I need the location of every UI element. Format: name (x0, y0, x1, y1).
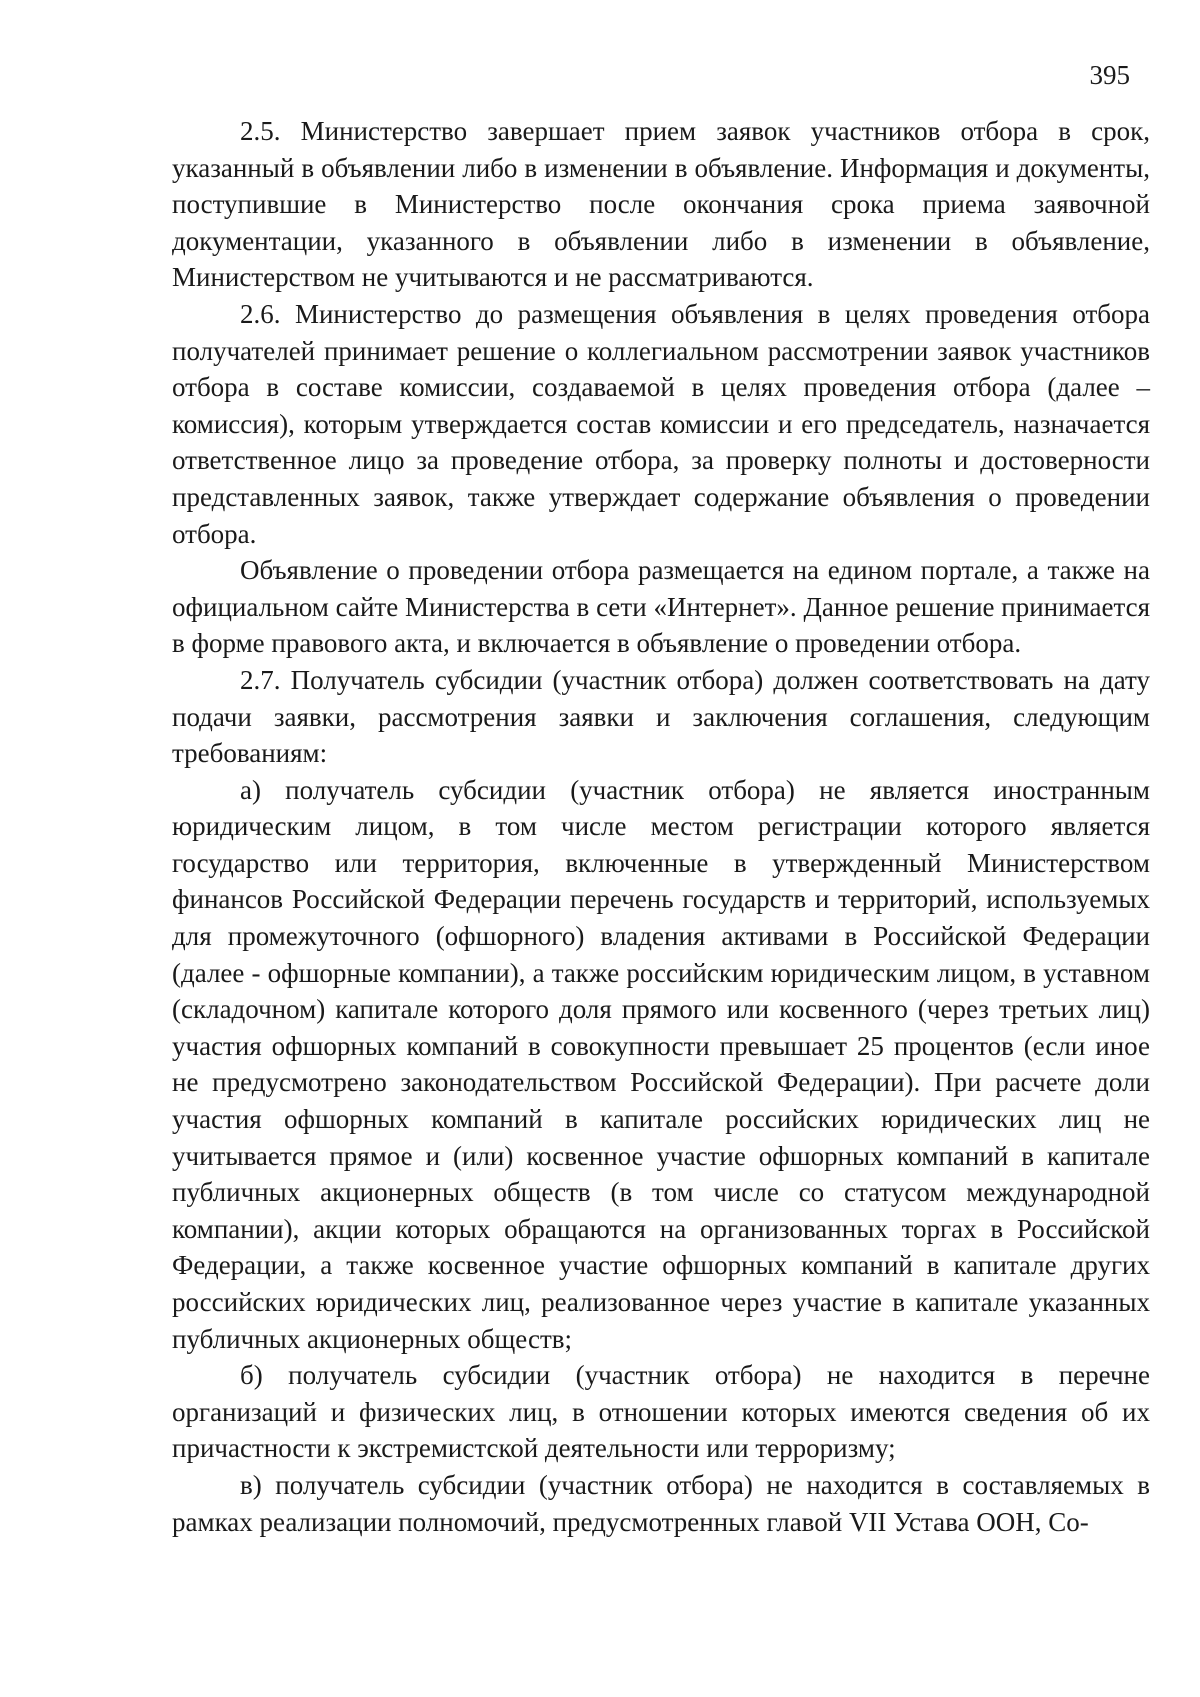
page-number: 395 (1089, 60, 1130, 90)
paragraph-2-6: 2.6. Министерство до размещения объявления в целях проведения отбора получателей принимает решение о коллегиальном рассмотрении заявок участников отбора в составе комиссии, создаваемой в целях проведения отбора (далее – комиссия), которым утверждается состав комиссии и его председатель, назначается ответственное лицо за проведение отбора, за проверку полноты и достоверности представленных заявок, также утверждает содержание объявления о проведении отбора. (172, 298, 1150, 549)
document-body (172, 113, 1150, 1540)
paragraph-announcement: Объявление о проведении отбора размещается на едином портале, а также на официальном сайте Министерства в сети «Интернет». Данное решение принимается в форме правового акта, и включается в объявление о проведении отбора. (172, 555, 1150, 659)
paragraph-2-5: 2.5. Министерство завершает прием заявок участников отбора в срок, указанный в объявлении либо в изменении в объявление. Информация и документы, поступившие в Министерство после окончания срока приема заявочной документации, указанного в объявлении либо в изменении в объявление, Министерством не учитываются и не рассматриваются. (172, 116, 1150, 293)
paragraph-item-b: б) получатель субсидии (участник отбора) не находится в перечне организаций и физических лиц, в отношении которых имеются сведения об их причастности к экстремистской деятельности или терроризму; (172, 1360, 1150, 1464)
paragraph-item-a: а) получатель субсидии (участник отбора) не является иностранным юридическим лицом, в том числе местом регистрации которого является государство или территория, включенные в утвержденный Министерством финансов Российской Федерации перечень государств и территорий, используемых для промежуточного (офшорного) владения активами в Российской Федерации (далее - офшорные компании), а также российским юридическим лицом, в уставном (складочном) капитале которого доля прямого или косвенного (через третьих лиц) участия офшорных компаний в совокупности превышает 25 процентов (если иное не предусмотрено законодательством Российской Федерации). При расчете доли участия офшорных компаний в капитале российских юридических лиц не учитывается прямое и (или) косвенное участие офшорных компаний в капитале публичных акционерных обществ (в том числе со статусом международной компании), акции которых обращаются на организованных торгах в Российской Федерации, а также косвенное участие офшорных компаний в капитале других российских юридических лиц, реализованное через участие в капитале указанных публичных акционерных обществ; (172, 774, 1150, 1354)
paragraph-item-v: в) получатель субсидии (участник отбора) не находится в составляемых в рамках реализации полномочий, предусмотренных главой VII Устава ООН, Со- (172, 1469, 1150, 1537)
paragraph-2-7: 2.7. Получатель субсидии (участник отбора) должен соответствовать на дату подачи заявки, рассмотрения заявки и заключения соглашения, следующим требованиям: (172, 664, 1150, 769)
